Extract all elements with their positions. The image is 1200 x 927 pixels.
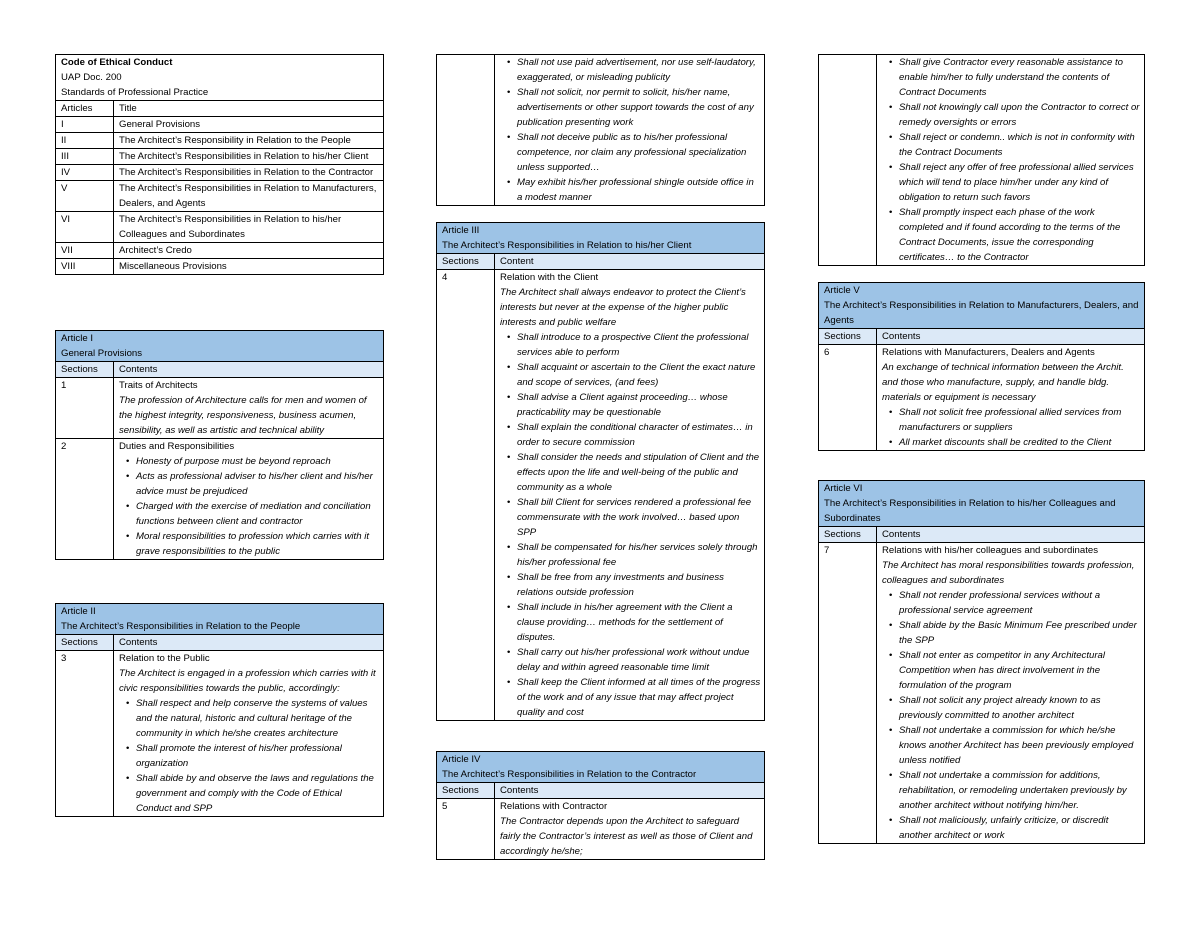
toc-table: [55, 54, 384, 275]
bullet-item: • Shall introduce to a prospective Client the professional services able to perform: [500, 330, 761, 360]
section-num: 5: [437, 799, 495, 859]
article-3-header: [437, 223, 764, 253]
toc-num: VII: [56, 243, 114, 258]
bullet-item: • Shall reject or condemn.. which is not in conformity with the Contract Documents: [882, 130, 1141, 160]
contents-header: Contents: [119, 637, 158, 648]
section-text: An exchange of technical information between the Archit. and those who manufacture, supply, and handle bldg. materials or equipment is necessary: [882, 362, 1124, 403]
bullet-item: • Honesty of purpose must be beyond reproach: [119, 454, 380, 469]
bullet-item: • Shall bill Client for services rendered a professional fee commensurate with the work involved… based upon SPP: [500, 495, 761, 540]
bullet-item: • Shall keep the Client informed at all times of the progress of the work and of any issue that may affect project quality and cost: [500, 675, 761, 720]
article-title: The Architect’s Responsibilities in Relation to Manufacturers, Dealers, and Agents: [824, 300, 1139, 326]
article-2-continued: [436, 54, 765, 206]
bullet-item: • All market discounts shall be credited to the Client: [882, 435, 1141, 450]
sections-header: Sections: [437, 783, 495, 798]
section-num: 6: [819, 345, 877, 450]
bullet-item: • Shall not maliciously, unfairly criticize, or discredit another architect or work: [882, 813, 1141, 843]
article-4-table: [436, 751, 765, 860]
section-header-row: [437, 253, 764, 269]
bullet-item: • Shall acquaint or ascertain to the Client the exact nature and scope of services, (and fees): [500, 360, 761, 390]
bullet-list: [882, 55, 1141, 265]
toc-num: VI: [56, 212, 114, 242]
sections-header: Sections: [819, 527, 877, 542]
bullet-list: [500, 55, 761, 205]
toc-row: [56, 148, 383, 164]
bullet-list: [119, 454, 380, 559]
sections-header: Sections: [56, 362, 114, 377]
bullet-list: [882, 588, 1141, 843]
article-label: Article VI: [824, 483, 863, 494]
bullet-item: • Shall abide by and observe the laws and regulations the government and comply with the Code of Ethical Conduct and SPP: [119, 771, 380, 816]
sections-header: Sections: [437, 254, 495, 269]
bullet-item: • Shall not knowingly call upon the Contractor to correct or remedy oversights or errors: [882, 100, 1141, 130]
bullet-item: • Shall not deceive public as to his/her professional competence, nor claim any professional specialization unless supported…: [500, 130, 761, 175]
article-label: Article II: [61, 606, 96, 617]
contents-header: Contents: [500, 785, 539, 796]
toc-row: [56, 116, 383, 132]
toc-row-title: The Architect’s Responsibilities in Relation to his/her Colleagues and Subordinates: [119, 214, 342, 240]
bullet-item: • Shall consider the needs and stipulation of Client and the effects upon the life and well-being of the public and community as a whole: [500, 450, 761, 495]
contents-header: Contents: [882, 529, 921, 540]
section-num: 2: [56, 439, 114, 559]
article-title: The Architect’s Responsibilities in Relation to the Contractor: [442, 769, 697, 780]
article-2-header: [56, 604, 383, 634]
section-num: 7: [819, 543, 877, 843]
sections-header: Sections: [56, 635, 114, 650]
bullet-item: • Shall respect and help conserve the systems of values and the natural, historic and cultural heritage of the community in which he/she creates architecture: [119, 696, 380, 741]
section-header-row: [819, 328, 1144, 344]
toc-num: IV: [56, 165, 114, 180]
toc-header-row: [56, 100, 383, 116]
section-heading: Relation with the Client: [500, 272, 599, 283]
section-num: 1: [56, 378, 114, 438]
section-heading: Relation to the Public: [119, 653, 210, 664]
bullet-item: • Shall not solicit, nor permit to solicit, his/her name, advertisements or other support towards the cost of any publication presenting work: [500, 85, 761, 130]
bullet-item: • Moral responsibilities to profession which carries with it grave responsibilities to the public: [119, 529, 380, 559]
section-header-row: [819, 526, 1144, 542]
toc-num: I: [56, 117, 114, 132]
article-6-header: [819, 481, 1144, 526]
section-row: [56, 377, 383, 438]
bullet-item: • Shall be compensated for his/her services solely through his/her professional fee: [500, 540, 761, 570]
toc-title: Code of Ethical Conduct: [61, 57, 173, 68]
section-header-row: [56, 634, 383, 650]
section-header-row: [437, 782, 764, 798]
bullet-item: • Shall not enter as competitor in any Architectural Competition when has direct involvement in the formulation of the program: [882, 648, 1141, 693]
bullet-item: • Shall reject any offer of free professional allied services which will tend to place him/her under any kind of obligation to return such favors: [882, 160, 1141, 205]
contents-header: Contents: [119, 364, 158, 375]
bullet-item: • Shall be free from any investments and business relations outside profession: [500, 570, 761, 600]
section-num: 4: [437, 270, 495, 720]
section-row: [437, 55, 764, 205]
section-text: The Architect shall always endeavor to protect the Client’s interests but never at the expense of the higher public interests and public welfare: [500, 287, 746, 328]
bullet-item: • May exhibit his/her professional shingle outside office in a modest manner: [500, 175, 761, 205]
toc-col-articles: Articles: [56, 101, 114, 116]
section-row: [56, 438, 383, 559]
section-heading: Relations with Manufacturers, Dealers and Agents: [882, 347, 1095, 358]
article-2-table: [55, 603, 384, 817]
article-5-header: [819, 283, 1144, 328]
bullet-item: • Shall not undertake a commission for which he/she knows another Architect has been previously employed unless notified: [882, 723, 1141, 768]
bullet-item: • Shall include in his/her agreement with the Client a clause providing… methods for the settlement of disputes.: [500, 600, 761, 645]
empty-cell: [819, 55, 877, 265]
article-title: The Architect’s Responsibilities in Relation to his/her Colleagues and Subordinates: [824, 498, 1116, 524]
bullet-item: • Shall not use paid advertisement, nor use self-laudatory, exaggerated, or misleading publicity: [500, 55, 761, 85]
bullet-item: • Shall not solicit any project already known to as previously committed to another architect: [882, 693, 1141, 723]
toc-row: [56, 180, 383, 211]
section-row: [437, 798, 764, 859]
article-label: Article I: [61, 333, 93, 344]
bullet-item: • Shall abide by the Basic Minimum Fee prescribed under the SPP: [882, 618, 1141, 648]
toc-row-title: The Architect’s Responsibilities in Relation to Manufacturers, Dealers, and Agents: [119, 183, 377, 209]
toc-row-title: The Architect’s Responsibilities in Relation to his/her Client: [119, 151, 369, 162]
section-heading: Traits of Architects: [119, 380, 198, 391]
bullet-item: • Shall carry out his/her professional work without undue delay and within agreed reasonable time limit: [500, 645, 761, 675]
toc-subtitle: Standards of Professional Practice: [61, 87, 209, 98]
toc-row: [56, 211, 383, 242]
article-title: The Architect’s Responsibilities in Relation to his/her Client: [442, 240, 692, 251]
bullet-item: • Acts as professional adviser to his/her client and his/her advice must be prejudiced: [119, 469, 380, 499]
article-5-table: [818, 282, 1145, 451]
section-row: [819, 542, 1144, 843]
article-1-table: [55, 330, 384, 560]
article-title: General Provisions: [61, 348, 143, 359]
bullet-item: • Shall not undertake a commission for additions, rehabilitation, or remodeling undertaken previously by another architect without notifying him/her.: [882, 768, 1141, 813]
toc-row-title: Architect’s Credo: [119, 245, 192, 256]
contents-header: Content: [500, 256, 534, 267]
toc-row: [56, 258, 383, 274]
bullet-item: • Charged with the exercise of mediation and conciliation functions between client and contractor: [119, 499, 380, 529]
section-text: The Architect is engaged in a profession which carries with it civic responsibilities towards the public, accordingly:: [119, 668, 376, 694]
toc-col-title: Title: [119, 103, 137, 114]
toc-row-title: The Architect’s Responsibilities in Relation to the Contractor: [119, 167, 374, 178]
toc-num: II: [56, 133, 114, 148]
section-header-row: [56, 361, 383, 377]
bullet-list: [882, 405, 1141, 450]
bullet-item: • Shall promptly inspect each phase of the work completed and if found according to the terms of the Contract Documents, issue the corresponding certificates… to the Contractor: [882, 205, 1141, 265]
sections-header: Sections: [819, 329, 877, 344]
article-title: The Architect’s Responsibilities in Relation to the People: [61, 621, 301, 632]
bullet-item: • Shall not render professional services without a professional service agreement: [882, 588, 1141, 618]
section-row: [819, 344, 1144, 450]
toc-row-title: General Provisions: [119, 119, 201, 130]
empty-cell: [437, 55, 495, 205]
toc-num: V: [56, 181, 114, 211]
toc-row: [56, 132, 383, 148]
article-label: Article V: [824, 285, 860, 296]
bullet-item: • Shall not solicit free professional allied services from manufacturers or suppliers: [882, 405, 1141, 435]
article-label: Article IV: [442, 754, 481, 765]
bullet-item: • Shall explain the conditional character of estimates… in order to secure commission: [500, 420, 761, 450]
section-row: [56, 650, 383, 816]
toc-num: III: [56, 149, 114, 164]
bullet-item: • Shall advise a Client against proceeding… whose practicability may be questionable: [500, 390, 761, 420]
section-heading: Relations with his/her colleagues and subordinates: [882, 545, 1098, 556]
toc-num: VIII: [56, 259, 114, 274]
bullet-list: [500, 330, 761, 720]
article-label: Article III: [442, 225, 480, 236]
toc-row-title: Miscellaneous Provisions: [119, 261, 227, 272]
section-text: The profession of Architecture calls for men and women of the highest integrity, responsiveness, business acumen, sensibility, as well as artistic and technical ability: [119, 395, 367, 436]
article-4-header: [437, 752, 764, 782]
bullet-item: • Shall promote the interest of his/her professional organization: [119, 741, 380, 771]
section-row: [819, 55, 1144, 265]
section-heading: Duties and Responsibilities: [119, 441, 235, 452]
article-3-table: [436, 222, 765, 721]
toc-row: [56, 164, 383, 180]
section-text: The Architect has moral responsibilities towards profession, colleagues and subordinates: [882, 560, 1135, 586]
toc-row: [56, 242, 383, 258]
bullet-list: [119, 696, 380, 816]
section-text: The Contractor depends upon the Architect to safeguard fairly the Contractor’s interest as well as those of Client and accordingly he/she;: [500, 816, 753, 857]
section-heading: Relations with Contractor: [500, 801, 608, 812]
article-6-table: [818, 480, 1145, 844]
toc-row-title: The Architect’s Responsibility in Relation to the People: [119, 135, 351, 146]
section-row: [437, 269, 764, 720]
section-num: 3: [56, 651, 114, 816]
contents-header: Contents: [882, 331, 921, 342]
article-1-header: [56, 331, 383, 361]
bullet-item: • Shall give Contractor every reasonable assistance to enable him/her to fully understand the contents of Contract Documents: [882, 55, 1141, 100]
toc-doc: UAP Doc. 200: [61, 72, 122, 83]
article-4-continued: [818, 54, 1145, 266]
